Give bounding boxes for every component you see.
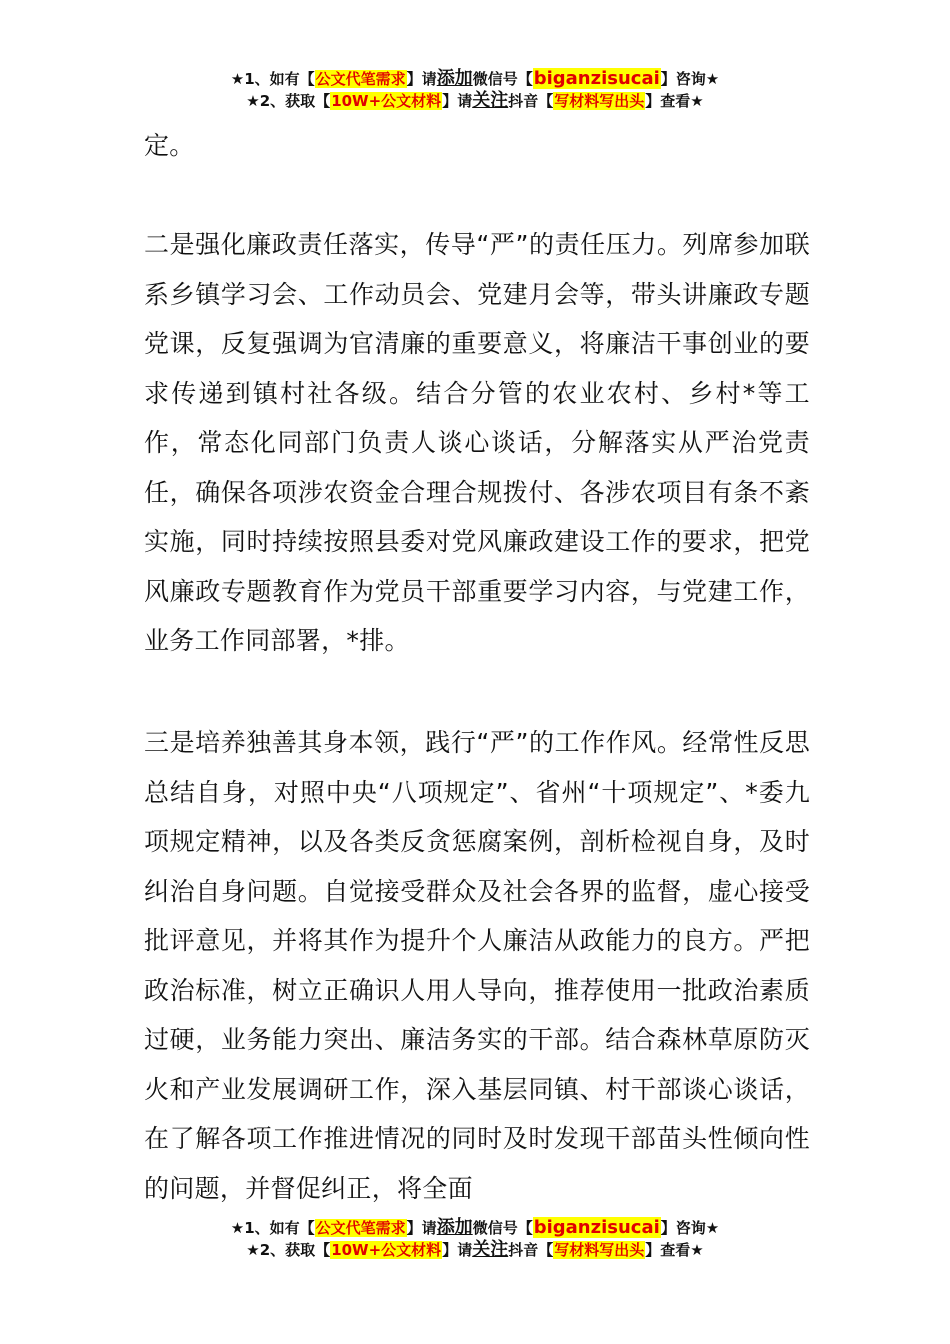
banner-text: 2、获取【 (259, 1241, 331, 1259)
banner-emphasis: 关注 (472, 90, 509, 111)
banner-text: 】请 (406, 1219, 437, 1237)
banner-line-1 (0, 1217, 950, 1239)
star-icon: ★ (230, 1219, 245, 1237)
banner-text: 】查看 (645, 1241, 691, 1259)
banner-text: 】请 (442, 1241, 473, 1259)
banner-line-1 (0, 68, 950, 90)
banner-text: 抖音【 (508, 92, 554, 110)
banner-line-2 (0, 90, 950, 112)
banner-emphasis: 关注 (472, 1239, 509, 1260)
banner-text: 1、如有【 (244, 70, 315, 88)
star-icon: ★ (705, 1219, 720, 1237)
banner-text: 】请 (406, 70, 437, 88)
banner-highlight: biganzisucai (533, 1217, 660, 1238)
banner-highlight: 写材料写出头 (554, 92, 645, 110)
paragraph-continuation: 定。 (144, 131, 195, 160)
banner-text: 】咨询 (660, 70, 706, 88)
header-banner (0, 68, 950, 112)
banner-text: 1、如有【 (244, 1219, 315, 1237)
star-icon: ★ (690, 92, 704, 110)
banner-text: 抖音【 (508, 1241, 554, 1259)
star-icon: ★ (246, 92, 260, 110)
footer-banner (0, 1217, 950, 1261)
banner-text: 2、获取【 (259, 92, 331, 110)
banner-line-2 (0, 1239, 950, 1261)
banner-text: 】请 (442, 92, 473, 110)
banner-emphasis: 添加 (436, 68, 473, 89)
banner-text: 微信号【 (472, 1219, 533, 1237)
paragraph-2: 二是强化廉政责任落实，传导“严”的责任压力。列席参加联系乡镇学习会、工作动员会、党建月会等，带头讲廉政专题党课，反复强调为官清廉的重要意义，将廉洁干事创业的要求传递到镇村社各级。结合分管的农业农村、乡村*等工作，常态化同部门负责人谈心谈话，分解落实从严治党责任，确保各项涉农资金合理合规拨付、各涉农项目有条不紊实施，同时持续按照县委对党风廉政建设工作的要求，把党风廉政专题教育作为党员干部重要学习内容，与党建工作，业务工作同部署，*排。 (144, 230, 810, 655)
banner-highlight: 写材料写出头 (554, 1241, 645, 1259)
banner-highlight: 公文代笔需求 (315, 1219, 406, 1237)
star-icon: ★ (690, 1241, 704, 1259)
banner-text: 】咨询 (660, 1219, 706, 1237)
banner-highlight: 公文代笔需求 (315, 70, 406, 88)
banner-emphasis: 添加 (436, 1217, 473, 1238)
paragraph-3: 三是培养独善其身本领，践行“严”的工作作风。经常性反思总结自身，对照中央“八项规定”、省州“十项规定”、*委九项规定精神，以及各类反贪惩腐案例，剖析检视自身，及时纠治自身问题。自觉接受群众及社会各界的监督，虚心接受批评意见，并将其作为提升个人廉洁从政能力的良方。严把政治标准，树立正确识人用人导向，推荐使用一批政治素质过硬，业务能力突出、廉洁务实的干部。结合森林草原防灭火和产业发展调研工作，深入基层同镇、村干部谈心谈话，在了解各项工作推进情况的同时及时发现干部苗头性倾向性的问题，并督促纠正，将全面 (144, 728, 810, 1203)
banner-highlight: biganzisucai (533, 68, 660, 89)
star-icon: ★ (705, 70, 720, 88)
banner-highlight: 10W+公文材料 (331, 1241, 442, 1259)
banner-text: 】查看 (645, 92, 691, 110)
banner-text: 微信号【 (472, 70, 533, 88)
star-icon: ★ (246, 1241, 260, 1259)
banner-highlight: 10W+公文材料 (331, 92, 442, 110)
star-icon: ★ (230, 70, 245, 88)
